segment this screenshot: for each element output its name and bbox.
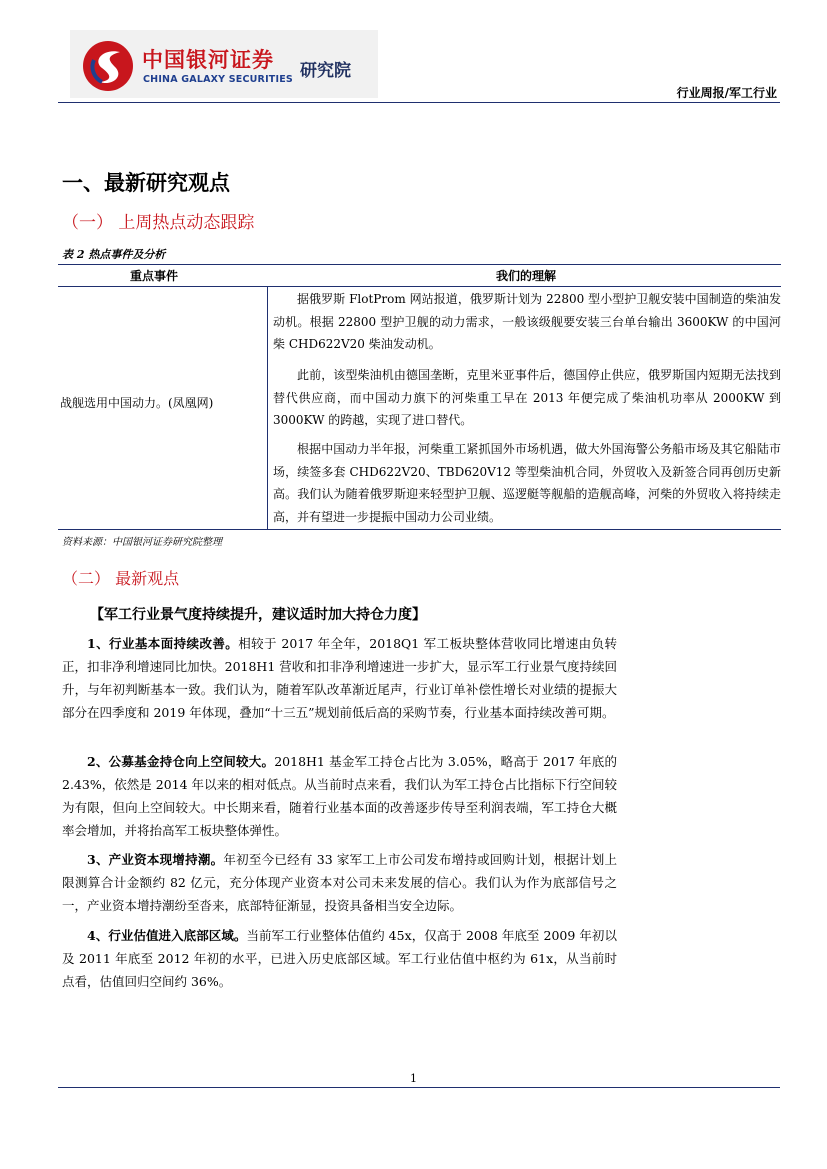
- view-body: 相较于 2017 年全年，2018Q1 军工板块整体营收同比增速由负转正，扣非净利增速同比加快。2018H1 营收和扣非净利增速进一步扩大，显示军工行业景气度持续回升，与年初判断基本一致。我们认为，随着军队改革渐近尾声，行业订单补偿性增长对业绩的提振大部分在四季度和 2019 年体现，叠加“十三五”规划前低后高的采购节奏，行业基本面持续改善可期。: [62, 636, 617, 720]
- table-cell-analysis-paragraph: 据俄罗斯 FlotProm 网站报道，俄罗斯计划为 22800 型小型护卫舰安装中国制造的柴油发动机。根据 22800 型护卫舰的动力需求，一般该级舰要安装三台单台输出 3600KW 的中国河柴 CHD622V20 柴油发动机。: [273, 292, 781, 351]
- table-cell-event: 战舰选用中国动力。(凤凰网): [60, 396, 214, 410]
- callout-heading: 【军工行业景气度持续提升，建议适时加大持仓力度】: [90, 607, 426, 623]
- view-body: 2018H1 基金军工持仓占比为 3.05%，略高于 2017 年底的 2.43%，依然是 2014 年以来的相对低点。从当前时点来看，我们认为军工持仓占比指标下行空间较为有限，但向上空间较大。中长期来看，随着行业基本面的改善逐步传导至利润表端，军工持仓大概率会增加，并将抬高军工板块整体弹性。: [62, 754, 617, 838]
- view-heading: 3、产业资本现增持潮。: [87, 852, 224, 867]
- table-header-event: 重点事件: [130, 269, 179, 283]
- logo-english-name: CHINA GALAXY SECURITIES: [143, 74, 293, 85]
- subsection-title-latest-views: （二） 最新观点: [62, 569, 180, 588]
- view-paragraph: [62, 924, 617, 993]
- table-top-rule: [58, 264, 781, 265]
- logo-chinese-name: 中国银河证券: [142, 48, 274, 72]
- view-heading: 2、公募基金持仓向上空间较大。: [87, 754, 275, 769]
- view-heading: 1、行业基本面持续改善。: [87, 636, 239, 651]
- header-divider: [58, 102, 780, 103]
- page-number: 1: [410, 1072, 417, 1085]
- view-paragraph: [62, 750, 617, 842]
- table-cell-analysis-paragraph: 此前，该型柴油机由德国垄断，克里米亚事件后，德国停止供应，俄罗斯国内短期无法找到替代供应商，而中国动力旗下的河柴重工早在 2013 年便完成了柴油机功率从 2000KW 到 3000KW 的跨越，实现了进口替代。: [273, 368, 781, 427]
- view-paragraph: [62, 632, 617, 724]
- view-paragraph: [62, 848, 617, 917]
- table-cell-analysis-paragraph: 根据中国动力半年报，河柴重工紧抓国外市场机遇，做大外国海警公务船市场及其它船陆市场，续签多套 CHD622V20、TBD620V12 等型柴油机合同，外贸收入及新签合同再创历史新高。我们认为随着俄罗斯迎来轻型护卫舰、巡逻艇等舰船的造舰高峰，河柴的外贸收入将持续走高，并有望进一步提振中国动力公司业绩。: [273, 442, 781, 524]
- table-caption: 表 2 热点事件及分析: [62, 248, 166, 261]
- view-body: 当前军工行业整体估值约 45x，仅高于 2008 年底至 2009 年初以及 2011 年底至 2012 年初的水平，已进入历史底部区域。军工行业估值中枢约为 61x，从当前时点看，估值回归空间约 36%。: [62, 928, 617, 989]
- report-type: 行业周报/军工行业: [676, 86, 777, 100]
- view-body: 年初至今已经有 33 家军工上市公司发布增持或回购计划，根据计划上限测算合计金额约 82 亿元，充分体现产业资本对公司未来发展的信心。我们认为作为底部信号之一，产业资本增持潮纷至沓来，底部特征渐显，投资具备相当安全边际。: [62, 852, 618, 913]
- table-header-analysis: 我们的理解: [496, 269, 557, 283]
- galaxy-logo-icon: [80, 38, 136, 94]
- logo-institute: 研究院: [300, 61, 351, 81]
- table-column-divider: [267, 286, 268, 529]
- table-source-note: 资料来源：中国银河证券研究院整理: [62, 537, 222, 548]
- section-title: 一、最新研究观点: [62, 170, 230, 195]
- view-heading: 4、行业估值进入底部区域。: [87, 928, 247, 943]
- subsection-title-hot-events: （一） 上周热点动态跟踪: [62, 213, 255, 233]
- table-header-rule: [58, 286, 781, 287]
- footer-divider: [58, 1087, 780, 1088]
- table-bottom-rule: [58, 529, 781, 530]
